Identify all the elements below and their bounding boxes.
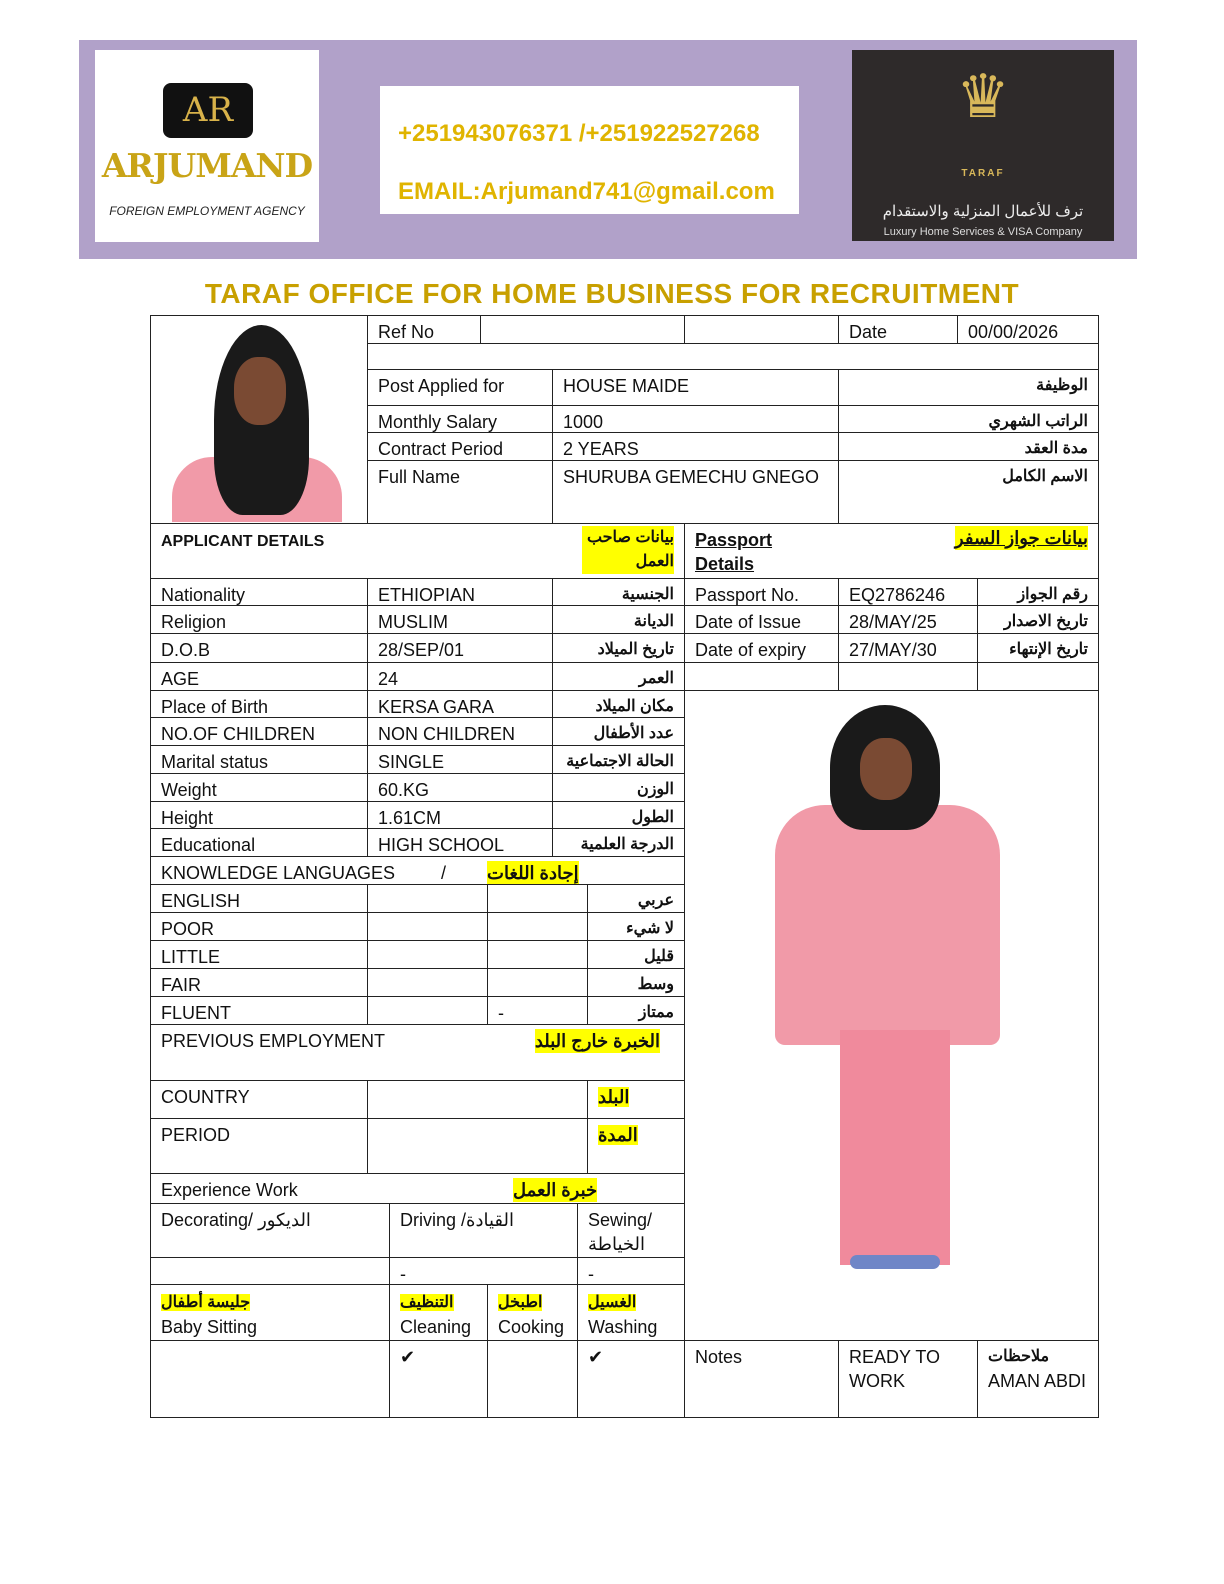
passport-heading-cell bbox=[684, 523, 1099, 579]
applicant-arabic: عدد الأطفال bbox=[552, 717, 685, 746]
passport-label: Date of Issue bbox=[684, 605, 839, 634]
decorating: Decorating/ الديكور bbox=[150, 1203, 390, 1258]
cooking-cell bbox=[487, 1284, 578, 1341]
applicant-label: Place of Birth bbox=[150, 690, 368, 718]
period-value bbox=[367, 1118, 588, 1174]
applicant-portrait-photo bbox=[152, 317, 365, 522]
applicant-heading-arabic: بيانات صاحب العمل bbox=[582, 526, 674, 574]
applicant-label: Weight bbox=[150, 773, 368, 802]
post-value: HOUSE MAIDE bbox=[552, 369, 839, 406]
name-label: Full Name bbox=[367, 460, 553, 524]
passport-label: Passport No. bbox=[684, 578, 839, 606]
applicant-value: NON CHILDREN bbox=[367, 717, 553, 746]
applicant-value: 1.61CM bbox=[367, 801, 553, 829]
language-level: LITTLE bbox=[150, 940, 368, 969]
applicant-value: SINGLE bbox=[367, 745, 553, 774]
applicant-arabic: الحالة الاجتماعية bbox=[552, 745, 685, 774]
agent-name: AMAN ABDI bbox=[988, 1371, 1087, 1391]
passport-arabic: تاريخ الإنتهاء bbox=[977, 633, 1099, 663]
crown-icon: ♛ bbox=[956, 63, 1010, 130]
sewing: Sewing/ الخياطة bbox=[577, 1203, 685, 1258]
language-arabic: وسط bbox=[587, 968, 685, 997]
ref-value bbox=[480, 315, 685, 344]
cooking-arabic: اطبخل bbox=[498, 1294, 543, 1311]
country-arabic: البلد bbox=[598, 1087, 630, 1107]
salary-label: Monthly Salary bbox=[367, 405, 553, 433]
applicant-value: 60.KG bbox=[367, 773, 553, 802]
language-arabic: قليل bbox=[587, 940, 685, 969]
previous-employment-cell bbox=[150, 1024, 685, 1081]
applicant-arabic: الديانة bbox=[552, 605, 685, 634]
languages-heading-arabic: إجادة اللغات bbox=[487, 863, 579, 883]
name-arabic: الاسم الكامل bbox=[838, 460, 1099, 524]
logo-tagline: FOREIGN EMPLOYMENT AGENCY bbox=[109, 204, 305, 218]
contract-value: 2 YEARS bbox=[552, 432, 839, 461]
contract-arabic: مدة العقد bbox=[838, 432, 1099, 461]
arjumand-logo bbox=[95, 50, 319, 242]
ar-logo-mark: AR bbox=[163, 83, 253, 138]
applicant-value: ETHIOPIAN bbox=[367, 578, 553, 606]
language-level: FLUENT bbox=[150, 996, 368, 1025]
salary-value: 1000 bbox=[552, 405, 839, 433]
driving: Driving /القيادة bbox=[389, 1203, 578, 1258]
applicant-label: AGE bbox=[150, 662, 368, 691]
exp-cell bbox=[150, 1257, 390, 1285]
applicant-arabic: العمر bbox=[552, 662, 685, 691]
passport-value: 27/MAY/30 bbox=[838, 633, 978, 663]
post-label: Post Applied for bbox=[367, 369, 553, 406]
taraf-english: Luxury Home Services & VISA Company bbox=[883, 226, 1083, 238]
language-level: FAIR bbox=[150, 968, 368, 997]
country-value bbox=[367, 1080, 588, 1119]
passport-label: Date of expiry bbox=[684, 633, 839, 663]
applicant-label: D.O.B bbox=[150, 633, 368, 663]
applicant-value: 28/SEP/01 bbox=[367, 633, 553, 663]
contract-label: Contract Period bbox=[367, 432, 553, 461]
baby-arabic: جليسة أطفال bbox=[161, 1294, 251, 1311]
notes-arabic: ملاحظات bbox=[988, 1348, 1050, 1365]
languages-heading: KNOWLEDGE LANGUAGES bbox=[161, 863, 396, 883]
applicant-arabic: تاريخ الميلاد bbox=[552, 633, 685, 663]
sewing-value: - bbox=[577, 1257, 685, 1285]
applicant-full-photo bbox=[740, 700, 1040, 1290]
language-cell bbox=[367, 940, 488, 969]
applicant-value: MUSLIM bbox=[367, 605, 553, 634]
experience-arabic: خبرة العمل bbox=[513, 1180, 598, 1200]
date-value: 00/00/2026 bbox=[957, 315, 1099, 344]
notes-label: Notes bbox=[684, 1340, 839, 1418]
email: EMAIL:Arjumand741@gmail.com bbox=[398, 178, 775, 205]
passport-label bbox=[684, 662, 839, 691]
applicant-arabic: مكان الميلاد bbox=[552, 690, 685, 718]
cooking-check bbox=[487, 1340, 578, 1418]
taraf-arabic: ترف للأعمال المنزلية والاستقدام bbox=[882, 203, 1084, 220]
notes-value: READY TO WORK bbox=[838, 1340, 978, 1418]
contact-box bbox=[380, 86, 799, 214]
logo-name: ARJUMAND bbox=[101, 146, 313, 185]
language-level: ENGLISH bbox=[150, 884, 368, 913]
applicant-label: Religion bbox=[150, 605, 368, 634]
washing-arabic: الغسيل bbox=[588, 1294, 637, 1311]
applicant-label: Nationality bbox=[150, 578, 368, 606]
passport-arabic: رقم الجواز bbox=[977, 578, 1099, 606]
applicant-label: Height bbox=[150, 801, 368, 829]
applicant-label: NO.OF CHILDREN bbox=[150, 717, 368, 746]
period-arabic: المدة bbox=[598, 1125, 638, 1145]
language-cell bbox=[487, 884, 588, 913]
applicant-heading: APPLICANT DETAILS bbox=[161, 533, 325, 550]
washing-cell bbox=[577, 1284, 685, 1341]
phone-numbers: +251943076371 /+251922527268 bbox=[398, 120, 760, 147]
applicant-arabic: الوزن bbox=[552, 773, 685, 802]
language-arabic: لا شيء bbox=[587, 912, 685, 941]
post-arabic: الوظيفة bbox=[838, 369, 1099, 406]
passport-value: EQ2786246 bbox=[838, 578, 978, 606]
language-arabic: ممتاز bbox=[587, 996, 685, 1025]
applicant-value: HIGH SCHOOL bbox=[367, 828, 553, 857]
applicant-value: 24 bbox=[367, 662, 553, 691]
country-arabic-cell bbox=[587, 1080, 685, 1119]
slash: / bbox=[441, 863, 447, 883]
page-title: TARAF OFFICE FOR HOME BUSINESS FOR RECRUITMENT bbox=[204, 278, 1020, 309]
applicant-arabic: الجنسية bbox=[552, 578, 685, 606]
passport-value bbox=[838, 662, 978, 691]
washing-check: ✔ bbox=[577, 1340, 685, 1418]
language-cell bbox=[367, 996, 488, 1025]
language-cell bbox=[367, 884, 488, 913]
baby-check bbox=[150, 1340, 390, 1418]
cleaning-cell bbox=[389, 1284, 488, 1341]
applicant-label: Educational bbox=[150, 828, 368, 857]
language-cell bbox=[487, 912, 588, 941]
taraf-logo bbox=[852, 50, 1114, 241]
applicant-arabic: الطول bbox=[552, 801, 685, 829]
passport-value: 28/MAY/25 bbox=[838, 605, 978, 634]
passport-heading-arabic: بيانات جواز السفر bbox=[954, 528, 1088, 548]
applicant-heading-cell bbox=[150, 523, 685, 579]
blank-row bbox=[367, 343, 1099, 370]
passport-arabic: تاريخ الاصدار bbox=[977, 605, 1099, 634]
previous-employment-heading: PREVIOUS EMPLOYMENT bbox=[161, 1031, 386, 1051]
cleaning-arabic: التنظيف bbox=[400, 1294, 454, 1311]
language-arabic: عربي bbox=[587, 884, 685, 913]
notes-arabic-cell bbox=[977, 1340, 1099, 1418]
taraf-word: TARAF bbox=[961, 168, 1005, 179]
passport-heading: Passport bbox=[695, 530, 773, 550]
date-label: Date bbox=[838, 315, 958, 344]
period-label: PERIOD bbox=[150, 1118, 368, 1174]
cleaning-check: ✔ bbox=[389, 1340, 488, 1418]
salary-arabic: الراتب الشهري bbox=[838, 405, 1099, 433]
experience-heading-cell bbox=[150, 1173, 685, 1204]
experience-heading: Experience Work bbox=[161, 1180, 298, 1200]
country-label: COUNTRY bbox=[150, 1080, 368, 1119]
language-cell bbox=[487, 940, 588, 969]
name-value: SHURUBA GEMECHU GNEGO bbox=[552, 460, 839, 524]
cooking-label: Cooking bbox=[498, 1317, 565, 1337]
cleaning-label: Cleaning bbox=[400, 1317, 472, 1337]
period-arabic-cell bbox=[587, 1118, 685, 1174]
language-cell bbox=[367, 912, 488, 941]
passport-heading-2: Details bbox=[695, 554, 755, 574]
language-cell bbox=[487, 968, 588, 997]
previous-employment-arabic: الخبرة خارج البلد bbox=[534, 1031, 660, 1051]
baby-label: Baby Sitting bbox=[161, 1317, 258, 1337]
applicant-value: KERSA GARA bbox=[367, 690, 553, 718]
applicant-label: Marital status bbox=[150, 745, 368, 774]
language-level: POOR bbox=[150, 912, 368, 941]
driving-value: - bbox=[389, 1257, 578, 1285]
language-cell: - bbox=[487, 996, 588, 1025]
baby-sitting-cell bbox=[150, 1284, 390, 1341]
language-cell bbox=[367, 968, 488, 997]
passport-arabic bbox=[977, 662, 1099, 691]
ref-label: Ref No bbox=[367, 315, 481, 344]
languages-heading-cell bbox=[150, 856, 685, 885]
ref-empty bbox=[684, 315, 839, 344]
washing-label: Washing bbox=[588, 1317, 658, 1337]
applicant-arabic: الدرجة العلمية bbox=[552, 828, 685, 857]
